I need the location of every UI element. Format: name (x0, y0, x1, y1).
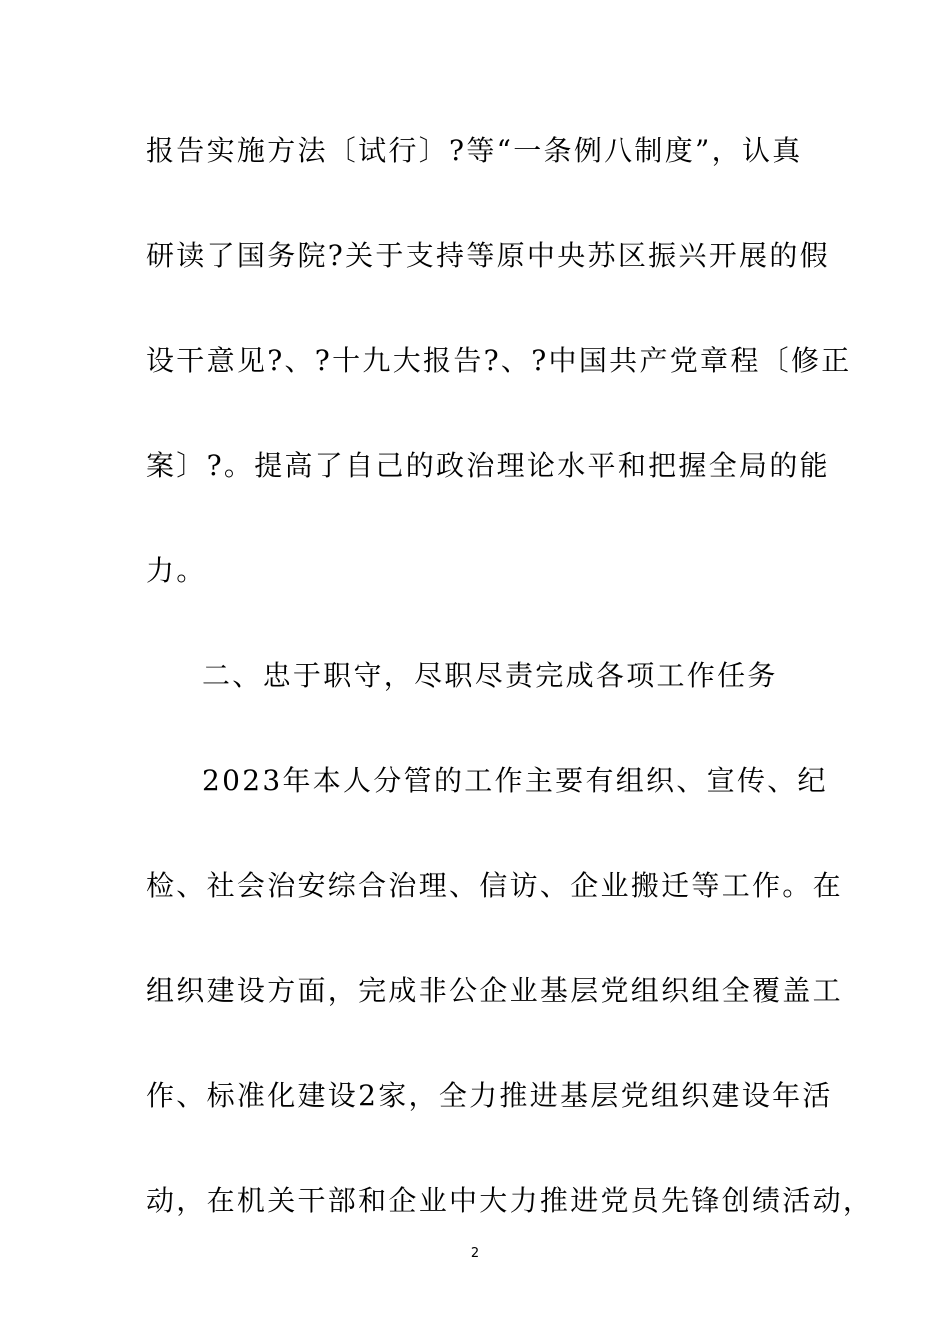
text-line-1: 报告实施方法〔试行〕?等“一条例八制度”，认真 (146, 134, 803, 167)
body-text (146, 124, 874, 1279)
text-line-10: 作、标准化建设2家，全力推进基层党组织建设年活 (146, 1079, 833, 1112)
page-number: 2 (470, 1246, 480, 1261)
text-line-3: 设干意见?、?十九大报告?、?中国共产党章程〔修正 (146, 344, 852, 377)
text-line-4: 案〕?。提高了自己的政治理论水平和把握全局的能 (146, 449, 830, 482)
text-line-7: 2023年本人分管的工作主要有组织、宣传、纪 (202, 764, 828, 797)
text-line-5: 力。 (146, 554, 207, 587)
text-line-8: 检、社会治安综合治理、信访、企业搬迁等工作。在 (146, 869, 843, 902)
text-line-2: 研读了国务院?关于支持等原中央苏区振兴开展的假 (146, 239, 830, 272)
text-line-11: 动，在机关干部和企业中大力推进党员先锋创绩活动， (146, 1184, 874, 1217)
text-line-9: 组织建设方面，完成非公企业基层党组织组全覆盖工 (146, 974, 843, 1007)
section-heading: 二、忠于职守，尽职尽责完成各项工作任务 (202, 659, 778, 692)
